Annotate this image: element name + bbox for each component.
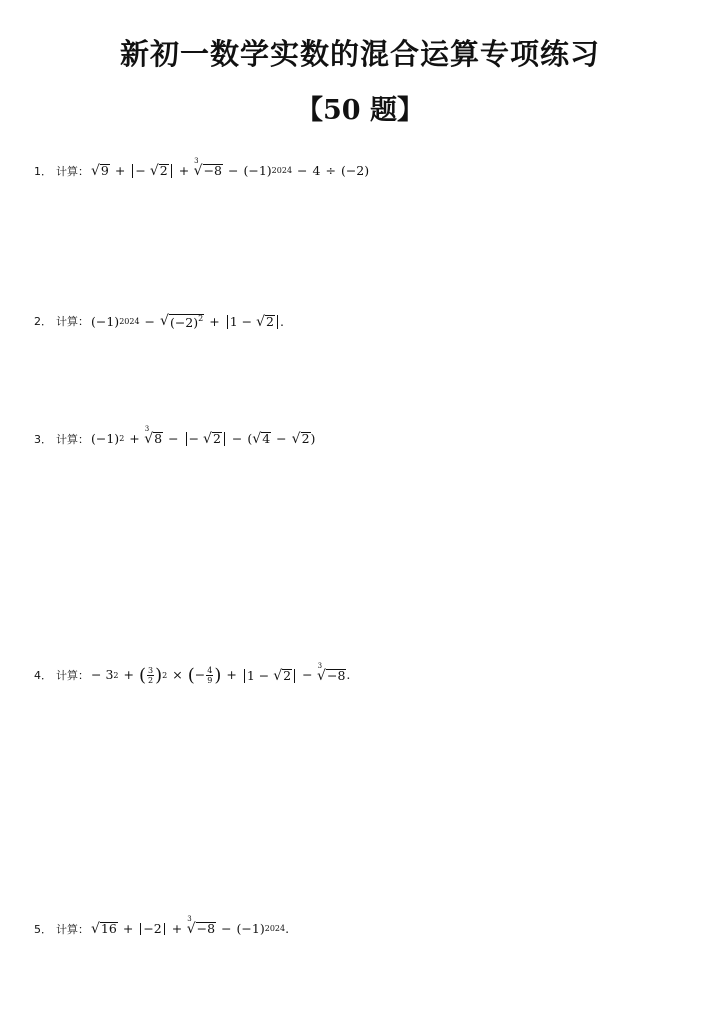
problem-number: 4．	[34, 669, 52, 682]
math-expression: − 3 2 + ( $\frac{3}{2}$ ) 2 × ( − $\frac{4}{9}$ ) + 1 − √ 2 − 3 √ −8 .	[91, 661, 351, 686]
math-expression: √ 9 + − √ 2 + 3 √ −8 − (−1) 2024 − 4 ÷ (−2)	[91, 157, 370, 179]
problem-number: 1．	[34, 164, 52, 178]
problem-5	[34, 915, 290, 937]
document-title: 新初一数学实数的混合运算专项练习	[119, 37, 600, 71]
math-expression: √ 16 + −2 + 3 √ −8 − (−1) 2024 .	[91, 915, 290, 937]
problem-label: 计算：	[56, 669, 89, 682]
problem-3	[34, 425, 316, 447]
problem-number: 3．	[34, 432, 52, 446]
problem-label: 计算：	[56, 922, 89, 936]
problem-1	[34, 157, 370, 179]
problem-label: 计算：	[56, 432, 89, 446]
problem-number: 2．	[34, 315, 52, 329]
problem-number: 5．	[34, 922, 52, 936]
math-expression: (−1) 2024 − √ $(-2)^2$ + 1 − √ 2 .	[91, 313, 284, 330]
problem-4	[34, 661, 351, 686]
problem-2	[34, 314, 284, 330]
problem-label: 计算：	[56, 315, 89, 329]
problem-label: 计算：	[56, 164, 89, 178]
math-expression: (−1) 2 + 3 √ 8 − − √ 2 − ( √ 4 − √ 2 )	[91, 425, 316, 447]
document-subtitle: 【50 题】	[296, 95, 424, 126]
